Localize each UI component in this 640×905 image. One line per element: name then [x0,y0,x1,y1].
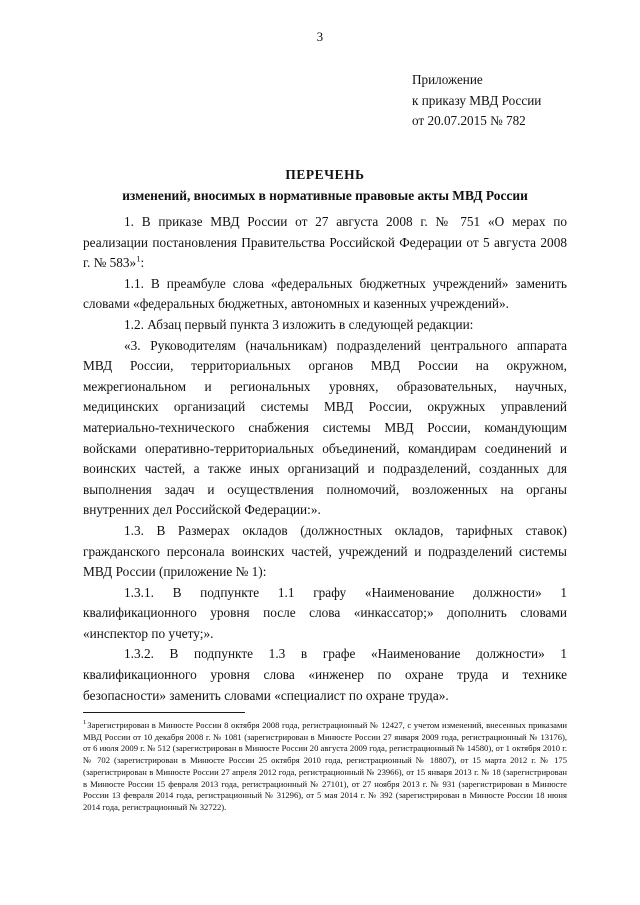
footnote-body-text: Зарегистрирован в Минюсте России 8 октября 2008 года, регистрационный № 12427, с учетом изменений, внесенных приказами МВД России от 10 декабря 2008 г. № 1081 (зарегистрирован в Минюсте России 27 января 2009 года, регистрационный № 13176), от 6 июля 2009 г. № 512 (зарегистрирован в Минюсте России 20 августа 2009 года, регистрационный № 14580), от 1 октября 2010 г. № 702 (зарегистрирован в Минюсте России 25 октября 2010 года, регистрационный № 18807), от 15 марта 2012 г. № 175 (зарегистрирован в Минюсте России 27 апреля 2012 года, регистрационный № 23966), от 15 января 2013 г. № 18 (зарегистрирован в Минюсте России 15 февраля 2013 года, регистрационный № 27101), от 27 ноября 2013 г. № 931 (зарегистрирован в Минюсте России 13 февраля 2014 года, регистрационный № 31296), от 5 мая 2014 г. № 392 (зарегистрирован в Минюсте России 18 июня 2014 года, регистрационный № 32722). [83,720,567,812]
page-number: 3 [316,29,324,44]
document-title-main: ПЕРЕЧЕНЬ [285,167,365,182]
paragraph-item-1-text: 1. В приказе МВД России от 27 августа 2008 г. № 751 «О мерах по реализации постановления Правительства Российской Федерации от 5 августа 2008 г. № 583» [83,214,567,271]
appendix-header-block [412,70,612,132]
appendix-header-line-2: к приказу МВД России [412,92,542,108]
footnote-separator-rule [83,712,245,713]
footnote-reference-marker[interactable]: 1 [136,253,141,264]
paragraph-item-1-3: 1.3. В Размерах окладов (должностных окладов, тарифных ставок) гражданского персонала воинских частей, учреждений и подразделений системы МВД России (приложение № 1): [83,522,567,580]
footnote-number-marker: 1 [83,719,87,727]
footnote-content [83,720,567,814]
appendix-header-line-3: от 20.07.2015 № 782 [412,113,526,128]
document-body [83,212,567,706]
document-title [83,164,567,206]
footnote-block [83,712,567,814]
appendix-header-line-1: Приложение [412,72,483,87]
paragraph-item-1-tail: : [140,255,145,271]
paragraph-item-1 [83,212,567,274]
paragraph-item-1-2: 1.2. Абзац первый пункта 3 изложить в следующей редакции: [124,316,474,332]
paragraph-item-1-3-1: 1.3.1. В подпункте 1.1 графу «Наименование должности» 1 квалификационного уровня после слова «инкассатор;» дополнить словами «инспектор по учету;». [83,584,567,641]
paragraph-item-1-3-2: 1.3.2. В подпункте 1.3 в графе «Наименование должности» 1 квалификационного уровня слова «инженер по охране труда и технике безопасности» заменить словами «специалист по охране труда». [83,646,567,703]
paragraph-item-1-1: 1.1. В преамбуле слова «федеральных бюджетных учреждений» заменить словами «федеральных бюджетных, автономных и казенных учреждений». [83,275,567,312]
document-title-subtitle: изменений, вносимых в нормативные правовые акты МВД России [122,188,528,203]
paragraph-item-1-2-quote: «3. Руководителям (начальникам) подразделений центрального аппарата МВД России, территориальных органов МВД России на окружном, межрегиональном и региональных уровнях, образовательных, научных, медицинских организаций системы МВД России, окружных управлений материально-технического снабжения системы МВД России, командующим войсками оперативно-территориальных объединений, командирам соединений и воинских частей, а также иных организаций и подразделений, созданных для выполнения задач и осуществления полномочий, возложенных на органы внутренних дел Российской Федерации:». [83,337,567,518]
